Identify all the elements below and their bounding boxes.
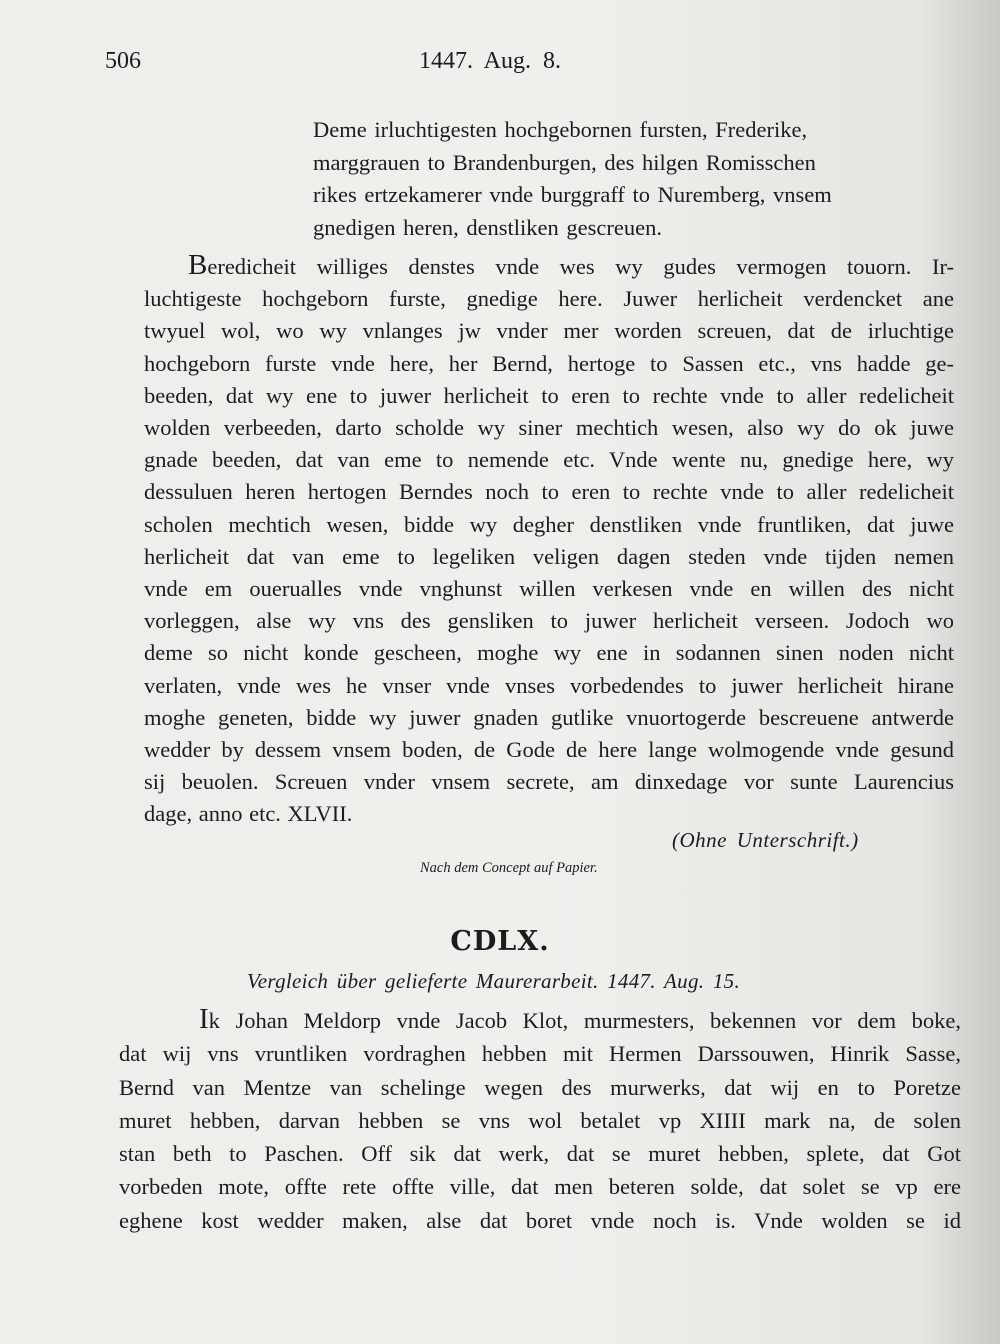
letter-line: dage, anno etc. XLVII. bbox=[144, 801, 353, 827]
letter-line: twyuel wol, wo wy vnlanges jw vnder mer worden screuen, dat de irluchtige bbox=[144, 318, 954, 344]
letter-line: beeden, dat wy ene to juwer herlicheit to eren to rechte vnde to aller redelicheit bbox=[144, 382, 954, 408]
letter-line: luchtigeste hochgeborn furste, gnedige here. Juwer herlicheit verdencket ane bbox=[144, 286, 954, 312]
document-line: Ik Johan Meldorp vnde Jacob Klot, murmesters, bekennen vor dem boke, bbox=[199, 1003, 961, 1035]
document-title: Vergleich über gelieferte Maurerarbeit. 1447. Aug. 15. bbox=[247, 969, 741, 993]
address-line: gnedigen heren, denstliken gescreuen. bbox=[313, 214, 662, 240]
letter-line: dessuluen heren hertogen Berndes noch to eren to rechte vnde to aller redelicheit bbox=[144, 479, 954, 505]
letter-line: deme so nicht konde gescheen, moghe wy ene in sodannen sinen noden nicht bbox=[144, 640, 954, 666]
drop-initial: I bbox=[199, 1003, 209, 1035]
signature-note: (Ohne Unterschrift.) bbox=[672, 828, 859, 852]
document-line: muret hebben, darvan hebben se vns wol betalet vp XIIII mark na, de solen bbox=[119, 1107, 961, 1133]
document-number: CDLX. bbox=[450, 926, 550, 957]
running-head: 1447. Aug. 8. bbox=[418, 48, 561, 74]
address-line: rikes ertzekamerer vnde burggraff to Nuremberg, vnsem bbox=[313, 182, 832, 207]
letter-line: hochgeborn furste vnde here, her Bernd, hertoge to Sassen etc., vns hadde ge- bbox=[144, 350, 954, 376]
page-number: 506 bbox=[105, 48, 141, 74]
page-header bbox=[105, 48, 965, 84]
letter-line: scholen mechtich wesen, bidde wy degher denstliken vnde fruntliken, dat juwe bbox=[144, 511, 954, 537]
document-line: stan beth to Paschen. Off sik dat werk, dat se muret hebben, splete, dat Got bbox=[119, 1141, 961, 1167]
letter-line: herlicheit dat van eme to legeliken veligen dagen steden vnde tijden nemen bbox=[144, 543, 954, 569]
letter-line: moghe geneten, bidde wy juwer gnaden gutlike vnuortogerde bescreuene antwerde bbox=[144, 704, 954, 730]
letter-line: wolden verbeeden, darto scholde wy siner mechtich wesen, also wy do ok juwe bbox=[144, 415, 954, 441]
address-line: marggrauen to Brandenburgen, des hilgen Romisschen bbox=[313, 149, 816, 175]
address-line: Deme irluchtigesten hochgebornen fursten, Frederike, bbox=[313, 117, 808, 142]
letter-line: verlaten, vnde wes he vnser vnde vnses vorbedendes to juwer herlicheit hirane bbox=[144, 672, 954, 698]
document-body bbox=[119, 1004, 961, 1237]
letter-address bbox=[313, 114, 913, 244]
letter-line: wedder by dessem vnsem boden, de Gode de here lange wolmogende vnde gesund bbox=[144, 737, 954, 763]
document-line: dat wij vns vruntliken vordraghen hebben mit Hermen Darssouwen, Hinrik Sasse, bbox=[119, 1041, 961, 1067]
letter-body bbox=[144, 251, 954, 831]
letter-line: vnde em ouerualles vnde vnghunst willen verkesen vnde en willen des nicht bbox=[144, 576, 954, 602]
letter-line: sij beuolen. Screuen vnder vnsem secrete, am dinxedage vor sunte Laurencius bbox=[144, 769, 954, 795]
document-line: Bernd van Mentze van schelinge wegen des murwerks, dat wij en to Poretze bbox=[119, 1074, 961, 1100]
letter-line: Beredicheit williges denstes vnde wes wy gudes vermogen touorn. Ir- bbox=[188, 249, 954, 281]
document-line: eghene kost wedder maken, alse dat boret vnde noch is. Vnde wolden se id bbox=[119, 1207, 961, 1233]
drop-initial: B bbox=[188, 249, 208, 281]
document-line: vorbeden mote, offte rete offte ville, dat men beteren solde, dat solet se vp ere bbox=[119, 1174, 961, 1200]
letter-line: vorleggen, alse wy vns des gensliken to juwer herlicheit verseen. Jodoch wo bbox=[144, 608, 954, 634]
letter-line: gnade beeden, dat van eme to nemende etc. Vnde wente nu, gnedige here, wy bbox=[144, 447, 954, 473]
source-note: Nach dem Concept auf Papier. bbox=[420, 860, 598, 876]
